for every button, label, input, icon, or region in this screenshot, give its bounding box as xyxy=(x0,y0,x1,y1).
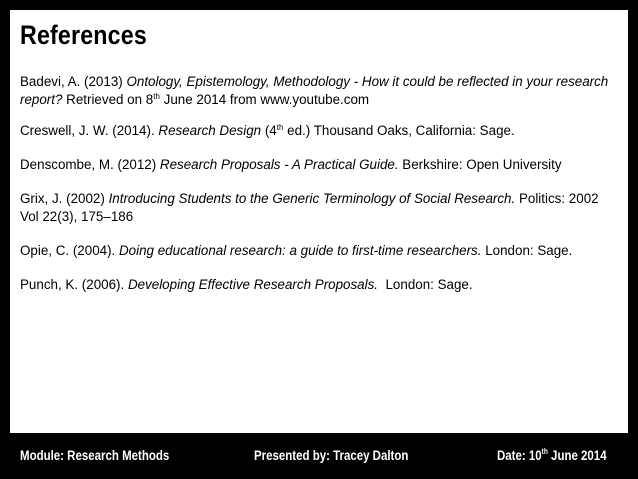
page-title: References xyxy=(20,20,147,50)
reference-item xyxy=(20,156,620,174)
reference-title: Research Proposals - A Practical Guide. xyxy=(159,157,399,172)
reference-author: Creswell, J. W. (2014). xyxy=(20,123,159,138)
reference-item xyxy=(20,242,620,260)
footer-date-suffix: June 2014 xyxy=(547,447,607,463)
reference-details: June 2014 from www.youtube.com xyxy=(159,92,370,107)
reference-details: London: Sage. xyxy=(481,243,573,258)
reference-item xyxy=(20,73,620,109)
footer-module: Module: Research Methods xyxy=(20,447,170,463)
reference-author: Punch, K. (2006). xyxy=(20,277,128,292)
footer-presenter: Presented by: Tracey Dalton xyxy=(254,447,409,463)
reference-title: Developing Effective Research Proposals. xyxy=(127,277,379,292)
reference-details: Politics: 2002 Vol 22(3), 175–186 xyxy=(20,191,599,224)
footer-date-prefix: Date: 10 xyxy=(497,447,542,463)
reference-details: Berkshire: Open University xyxy=(398,157,562,172)
reference-title: Ontology, Epistemology, Methodology - How it could be reflected in your research report? xyxy=(20,74,609,107)
reference-author: Opie, C. (2004). xyxy=(20,243,119,258)
footer-date xyxy=(497,447,607,463)
superscript: th xyxy=(276,123,284,132)
reference-item xyxy=(20,190,620,226)
reference-title: Doing educational research: a guide to first-time researchers. xyxy=(119,243,482,258)
footer-bar xyxy=(0,433,638,479)
reference-item xyxy=(20,276,620,294)
reference-title: Introducing Students to the Generic Terminology of Social Research. xyxy=(108,191,516,206)
reference-details: (4 xyxy=(261,123,277,138)
reference-title: Research Design xyxy=(158,123,262,138)
reference-author: Badevi, A. (2013) xyxy=(20,74,127,89)
reference-item xyxy=(20,122,620,140)
reference-author: Grix, J. (2002) xyxy=(20,191,109,206)
references-list xyxy=(20,73,620,310)
reference-author: Denscombe, M. (2012) xyxy=(20,157,160,172)
superscript: th xyxy=(541,447,548,456)
superscript: th xyxy=(153,92,160,101)
reference-details: London: Sage. xyxy=(378,277,473,292)
reference-details: Retrieved on 8 xyxy=(62,92,154,107)
reference-details: ed.) Thousand Oaks, California: Sage. xyxy=(283,123,515,138)
